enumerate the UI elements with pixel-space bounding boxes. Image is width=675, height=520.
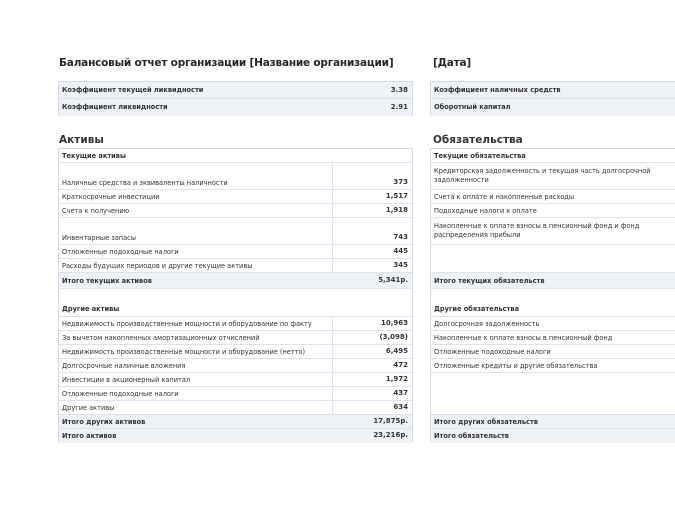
ratio-label: Коэффициент текущей ликвидности xyxy=(62,86,204,94)
asset-row xyxy=(59,245,412,259)
total-value: 17,875р. xyxy=(373,417,408,425)
asset-label: Долгосрочные наличные вложения xyxy=(62,362,186,370)
liability-label: Долгосрочная задолженность xyxy=(434,320,540,328)
liability-row xyxy=(431,317,675,331)
section-header-label: Текущие активы xyxy=(62,152,126,160)
asset-value: 10,963 xyxy=(380,319,408,327)
asset-value: 6,495 xyxy=(385,347,408,355)
asset-label: Счета к получению xyxy=(62,207,130,215)
liability-label: Накопленные к оплате взносы в пенсионный фонд и фонд распределения прибыли xyxy=(434,222,640,239)
current-assets-total xyxy=(59,273,412,289)
asset-label: За вычетом накопленных амортизационных отчислений xyxy=(62,334,260,342)
ratio-row xyxy=(431,82,675,99)
liability-label: Отложенные кредиты и другие обязательства xyxy=(434,362,598,370)
asset-row xyxy=(59,359,412,373)
ratio-label: Оборотный капитал xyxy=(434,103,511,111)
liability-label: Накопленные к оплате взносы в пенсионный фонд xyxy=(434,334,613,342)
asset-row xyxy=(59,401,412,415)
asset-row xyxy=(59,387,412,401)
other-liabilities-total xyxy=(431,415,675,429)
liability-row xyxy=(431,190,675,204)
total-label: Итого других активов xyxy=(62,418,146,426)
current-assets-header xyxy=(59,149,412,163)
asset-value: 345 xyxy=(393,261,408,269)
asset-value: 373 xyxy=(393,178,408,186)
assets-title: Активы xyxy=(59,134,104,146)
ratios-table-right xyxy=(430,81,675,116)
asset-label: Инвентарные запасы xyxy=(62,234,136,242)
ratio-value: 3.38 xyxy=(390,86,408,94)
ratio-value: 2.91 xyxy=(390,103,408,111)
asset-row xyxy=(59,190,412,204)
liability-row xyxy=(431,359,675,373)
liability-row xyxy=(431,331,675,345)
ratio-label: Коэффициент наличных средств xyxy=(434,86,561,94)
other-assets-total xyxy=(59,415,412,429)
total-label: Итого текущих обязательств xyxy=(434,277,545,285)
asset-value: 743 xyxy=(393,233,408,241)
section-header-label: Другие обязательства xyxy=(434,305,520,313)
total-label: Итого активов xyxy=(62,432,117,440)
other-assets-header xyxy=(59,289,412,317)
asset-value: 445 xyxy=(393,247,408,255)
asset-value: (3,098) xyxy=(379,333,408,341)
asset-row xyxy=(59,331,412,345)
liabilities-title: Обязательства xyxy=(433,134,523,146)
current-liabilities-header xyxy=(431,149,675,163)
asset-value: 437 xyxy=(393,389,408,397)
asset-label: Недвижимость производственные мощности и оборудование по факту xyxy=(62,320,312,328)
asset-row xyxy=(59,204,412,218)
asset-row xyxy=(59,163,412,190)
total-value: 23,216р. xyxy=(373,431,408,439)
total-label: Итого текущих активов xyxy=(62,277,152,285)
asset-row xyxy=(59,373,412,387)
ratio-row xyxy=(59,99,412,116)
liability-label: Отложенные подоходные налоги xyxy=(434,348,551,356)
report-title: Балансовый отчет организации [Название организации] xyxy=(59,57,394,69)
section-header-label: Другие активы xyxy=(62,305,120,313)
asset-label: Наличные средства и эквиваленты наличности xyxy=(62,179,228,187)
liabilities-table xyxy=(430,148,675,442)
total-value: 5,341р. xyxy=(378,276,408,284)
liability-row xyxy=(431,218,675,245)
ratio-row xyxy=(431,99,675,116)
report-date: [Дата] xyxy=(433,57,472,69)
liability-row xyxy=(431,345,675,359)
total-label: Итого обязательств xyxy=(434,432,509,440)
asset-label: Инвестиции в акционерный капитал xyxy=(62,376,191,384)
asset-row xyxy=(59,317,412,331)
ratio-row xyxy=(59,82,412,99)
liability-empty-row xyxy=(431,245,675,273)
ratio-label: Коэффициент ликвидности xyxy=(62,103,168,111)
liability-empty-row xyxy=(431,373,675,415)
assets-grand-total xyxy=(59,429,412,443)
asset-row xyxy=(59,345,412,359)
current-liabilities-total xyxy=(431,273,675,289)
liability-label: Подоходные налоги к оплате xyxy=(434,207,537,215)
asset-value: 472 xyxy=(393,361,408,369)
asset-label: Отложенные подоходные налоги xyxy=(62,248,179,256)
liability-label: Кредиторская задолженность и текущая часть долгосрочной задолженности xyxy=(434,167,651,184)
asset-label: Другие активы xyxy=(62,404,115,412)
other-liabilities-header xyxy=(431,289,675,317)
asset-row xyxy=(59,218,412,245)
asset-row xyxy=(59,259,412,273)
assets-table xyxy=(58,148,413,442)
ratios-table-left xyxy=(58,81,413,116)
liability-row xyxy=(431,163,675,190)
section-header-label: Текущие обязательства xyxy=(434,152,526,160)
liability-row xyxy=(431,204,675,218)
asset-value: 1,517 xyxy=(385,192,408,200)
asset-value: 1,918 xyxy=(385,206,408,214)
asset-value: 634 xyxy=(393,403,408,411)
total-label: Итого других обязательств xyxy=(434,418,538,426)
asset-label: Краткосрочные инвестиции xyxy=(62,193,160,201)
asset-label: Отложенные подоходные налоги xyxy=(62,390,179,398)
asset-label: Расходы будущих периодов и другие текущие активы xyxy=(62,262,253,270)
liability-label: Счета к оплате и накопленные расходы xyxy=(434,193,575,201)
asset-label: Недвижимость производственные мощности и оборудование (нетто) xyxy=(62,348,306,356)
asset-value: 1,972 xyxy=(385,375,408,383)
liabilities-grand-total xyxy=(431,429,675,443)
